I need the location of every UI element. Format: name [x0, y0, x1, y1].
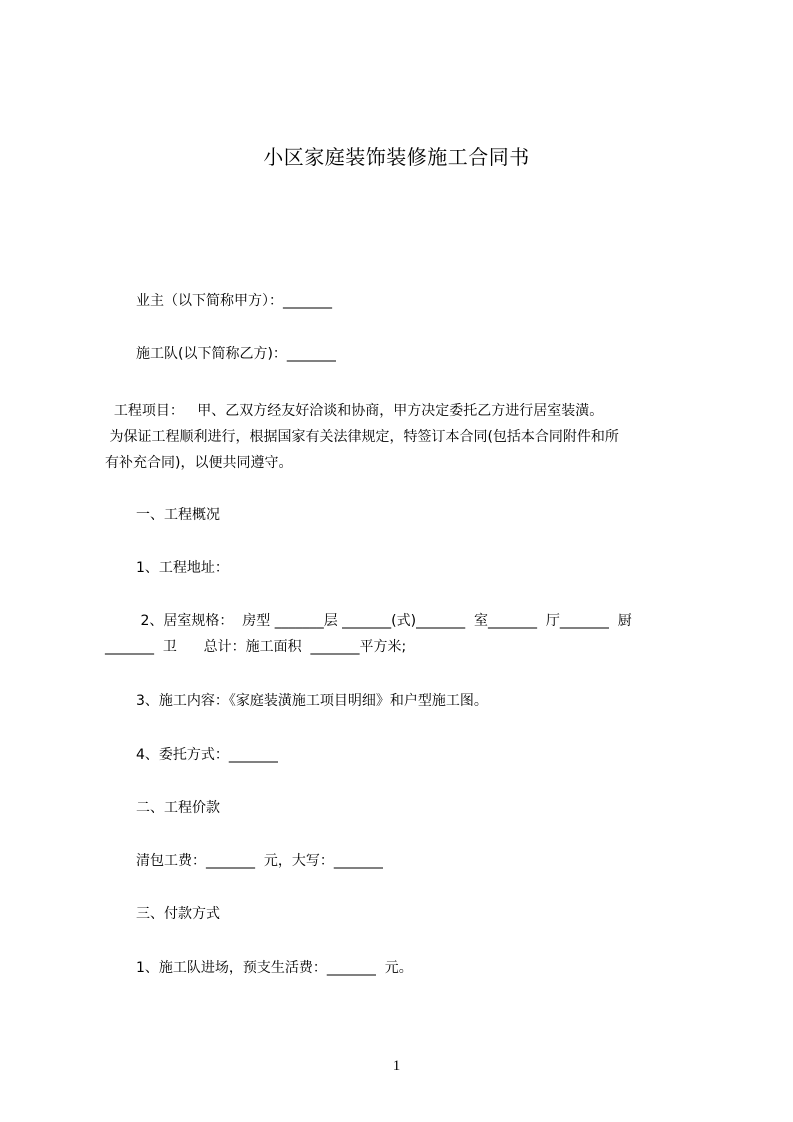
section-3-heading: 三、付款方式 — [136, 906, 220, 922]
project-intro-paragraph — [105, 398, 700, 476]
project-intro-line-3: 有补充合同)，以便共同遵守。 — [105, 455, 293, 471]
construction-content-item: 3、施工内容：《家庭装潢施工项目明细》和户型施工图。 — [136, 693, 488, 709]
contractor-party-line: 施工队(以下简称乙方)：_______ — [136, 346, 336, 362]
section-2-heading: 二、工程价款 — [136, 800, 220, 816]
page-number: 1 — [392, 1058, 401, 1074]
owner-party-line: 业主（以下简称甲方）：_______ — [136, 293, 332, 309]
entrust-method-item: 4、委托方式：_______ — [136, 747, 278, 763]
project-address-item: 1、工程地址： — [136, 560, 229, 576]
payment-item-1: 1、施工队进场，预支生活费：_______ 元。 — [136, 960, 413, 976]
labor-fee-line: 清包工费：_______ 元，大写：_______ — [136, 853, 383, 869]
section-1-heading: 一、工程概况 — [136, 507, 220, 523]
page-title: 小区家庭装饰装修施工合同书 — [263, 145, 530, 169]
room-spec-line-1: 2、居室规格： 房型 _______层 _______(式)_______ 室_______ 厅_______ 厨 — [136, 613, 632, 629]
room-spec-line-2: _______ 卫 总计：施工面积 _______平方米; — [105, 639, 407, 655]
project-intro-line-1: 工程项目： 甲、乙双方经友好洽谈和协商，甲方决定委托乙方进行居室装潢。 — [105, 403, 604, 419]
project-intro-line-2: 为保证工程顺利进行，根据国家有关法律规定，特签订本合同(包括本合同附件和所 — [105, 429, 619, 445]
